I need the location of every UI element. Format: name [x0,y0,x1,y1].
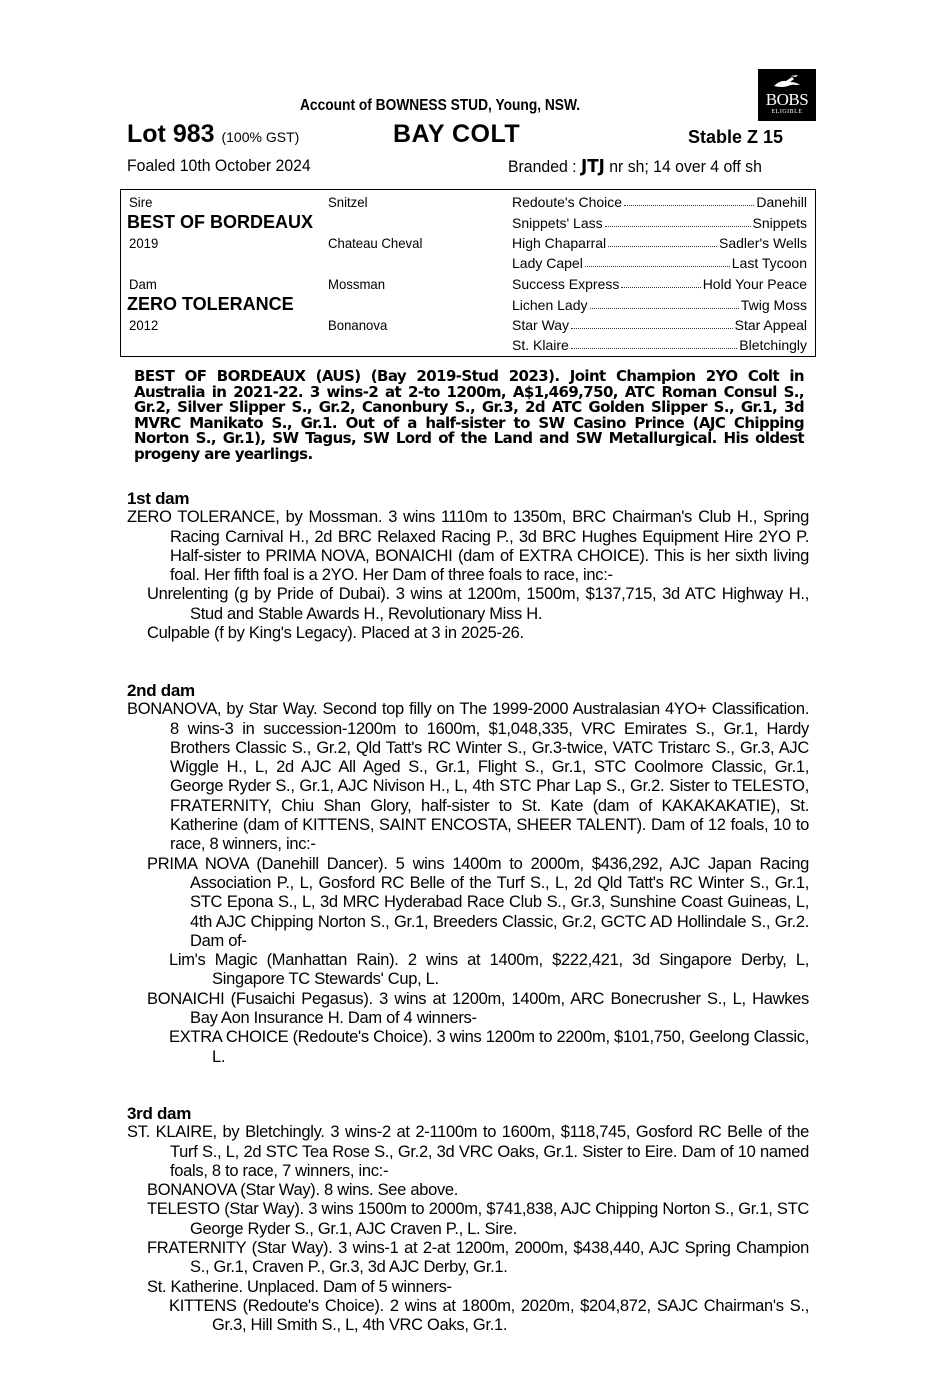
progeny-paragraph: BONAICHI (Fusaichi Pegasus). 3 wins at 1200m, 1400m, ARC Bonecrusher S., L, Hawkes Bay Aon Insurance H. Dam of 4 winners- [147,989,809,1028]
stable-location: Stable Z 15 [688,127,784,147]
horse-description: BAY COLT [393,120,521,148]
progeny-paragraph: TELESTO (Star Way). 3 wins 1500m to 2000m, $741,838, AJC Chipping Norton S., Gr.1, STC George Ryder S., Gr.1, AJC Craven P., L. Sire. [147,1200,809,1238]
grandparent-row: Lady Capel Last Tycoon [512,255,807,271]
branded-details: nr sh; 14 over 4 off sh [604,157,762,176]
dam-paragraph: BONANOVA, by Star Way. Second top filly on The 1999-2000 Australasian 4YO+ Classification. 8 wins-3 in succession-1200m to 1600m, $1,048,335, VRC Emirates S., Gr.1, Hardy Brothers Classic S., Gr.2, Qld Tatt's RC Winter S., Gr.3-twice, VATC Tristarc S., Gr.3, AJC Wiggle H., L, 2d AJC All Aged S., Gr.1, Flight S., Gr.1, STC Coolmore Classic, Gr.1, George Ryder S., Gr.1, AJC Nivison H., L, 4th STC Phar Lap S., Gr.2. Sister to TELESTO, FRATERNITY, Chiu Shan Glory, half-sister to St. Kate (dam of KAKAKAKATIE), St. Katherine (dam of KITTENS, SAINT ENCOSTA, SHEER TALENT). Dam of 12 foals, 10 to race, 8 winners, inc:- [127,700,809,854]
bobs-eligible-badge [758,69,816,121]
brand-mark-icon: JTJ [580,156,605,177]
progeny-paragraph: PRIMA NOVA (Danehill Dancer). 5 wins 1400m to 2000m, $436,292, AJC Japan Racing Association P., L, Gosford RC Belle of the Turf S., L, 2d Qld Tatt's RC Winter S., Gr.1, STC Epona S., L, 3d MRC Hyderabad Race Club S., Gr.3, Sunshine Coast Guineas, L, 4th AJC Chipping Norton S., Gr.1, Breeders Classic, Gr.2, GCTC AD Hollindale S., Gr.2. Dam of- [147,854,809,950]
lot-number [127,120,299,149]
gst-note: (100% GST) [221,129,300,145]
sire-label: Sire [129,194,153,210]
sire-dam: Chateau Cheval [328,235,423,251]
sire-summary: BEST OF BORDEAUX (AUS) (Bay 2019-Stud 2023). Joint Champion 2YO Colt in Australia in 2021-22. 3 wins-2 at 2-to 1200m, A$1,469,750, ATC Roman Consul S., Gr.2, Silver Slipper S., Gr.2, Canonbury S., Gr.3, 2d ATC Golden Slipper S., Gr.1, 3d MVRC Manikato S., Gr.1. Out of a half-sister to SW Casino Prince (AJC Chipping Norton S., Gr.1), SW Tagus, SW Lord of the Land and SW Metallurgical. His oldest progeny are yearlings. [134,367,804,463]
progeny-paragraph: Culpable (f by King's Legacy). Placed at 3 in 2025-26. [147,624,524,643]
dam-name: ZERO TOLERANCE [127,294,294,314]
dam-dam: Bonanova [328,317,388,333]
dam-sire: Mossman [328,276,386,292]
grandparent-row: Lichen Lady Twig Moss [512,297,807,313]
pedigree-table [120,189,816,357]
dam-paragraph: ST. KLAIRE, by Bletchingly. 3 wins-2 at 2-1100m to 1600m, $118,745, Gosford RC Belle of the Turf S., L, 2d STC Tea Rose S., Gr.2, 3d VRC Oaks, Gr.1. Sister to Eire. Dam of 10 named foals, 8 to race, 7 winners, inc:- [127,1123,809,1180]
progeny-paragraph: EXTRA CHOICE (Redoute's Choice). 3 wins 1200m to 2200m, $101,750, Geelong Classic, L. [169,1028,809,1066]
dam-paragraph: ZERO TOLERANCE, by Mossman. 3 wins 1110m to 1350m, BRC Chairman's Club H., Spring Racing Carnival H., 2d BRC Relaxed Racing P., 3d BRC Hughes Equipment Hire 2YO P. Half-sister to PRIMA NOVA, BONAICHI (dam of EXTRA CHOICE). This is her sixth living foal. Her fifth foal is a 2YO. Her Dam of three foals to race, inc:- [127,508,809,585]
dam-label: Dam [129,276,157,292]
grandparent-row: Snippets' Lass Snippets [512,215,807,231]
grandparent-row: High Chaparral Sadler's Wells [512,235,807,251]
grandparent-row: Redoute's Choice Danehill [512,194,807,210]
third-dam-section [127,1104,809,1336]
section-heading: 2nd dam [127,681,195,700]
progeny-paragraph: FRATERNITY (Star Way). 3 wins-1 at 2-at 1200m, 2000m, $438,440, AJC Spring Champion S., Gr.1, Craven P., Gr.3, 3d AJC Derby, Gr.1. [147,1239,809,1277]
grandparent-row: Star Way Star Appeal [512,317,807,333]
progeny-paragraph: BONANOVA (Star Way). 8 wins. See above. [147,1181,459,1200]
section-heading: 3rd dam [127,1104,192,1123]
sire-name: BEST OF BORDEAUX [127,212,314,232]
brand-info [508,156,762,177]
grandparent-row: Success Express Hold Your Peace [512,276,807,292]
progeny-paragraph: St. Katherine. Unplaced. Dam of 5 winners- [147,1277,452,1296]
badge-subtitle: ELIGIBLE [771,109,803,115]
progeny-paragraph: Unrelenting (g by Pride of Dubai). 3 wins at 1200m, 1500m, $137,715, 3d ATC Highway H., Stud and Stable Awards H., Revolutionary Miss H. [147,585,809,623]
grandparent-row: St. Klaire Bletchingly [512,337,807,353]
first-dam-section [127,489,809,643]
second-dam-section [127,681,809,1067]
vendor-account: Account of BOWNESS STUD, Young, NSW. [300,97,581,114]
lot-label: Lot 983 [127,120,215,148]
sire-sire: Snitzel [328,194,368,210]
branded-label: Branded : [508,157,581,176]
badge-title: BOBS [765,90,809,109]
progeny-paragraph: KITTENS (Redoute's Choice). 2 wins at 1800m, 2020m, $204,872, SAJC Chairman's S., Gr.3, Hill Smith S., L, 4th VRC Oaks, Gr.1. [169,1296,809,1335]
sire-year: 2019 [129,235,159,251]
foaled-date: Foaled 10th October 2024 [127,156,311,175]
progeny-paragraph: Lim's Magic (Manhattan Rain). 2 wins at 1400m, $222,421, 3d Singapore Derby, L, Singapore TC Stewards' Cup, L. [169,951,809,989]
bobs-horse-icon [772,74,802,90]
section-heading: 1st dam [127,489,190,508]
dam-year: 2012 [129,317,159,333]
